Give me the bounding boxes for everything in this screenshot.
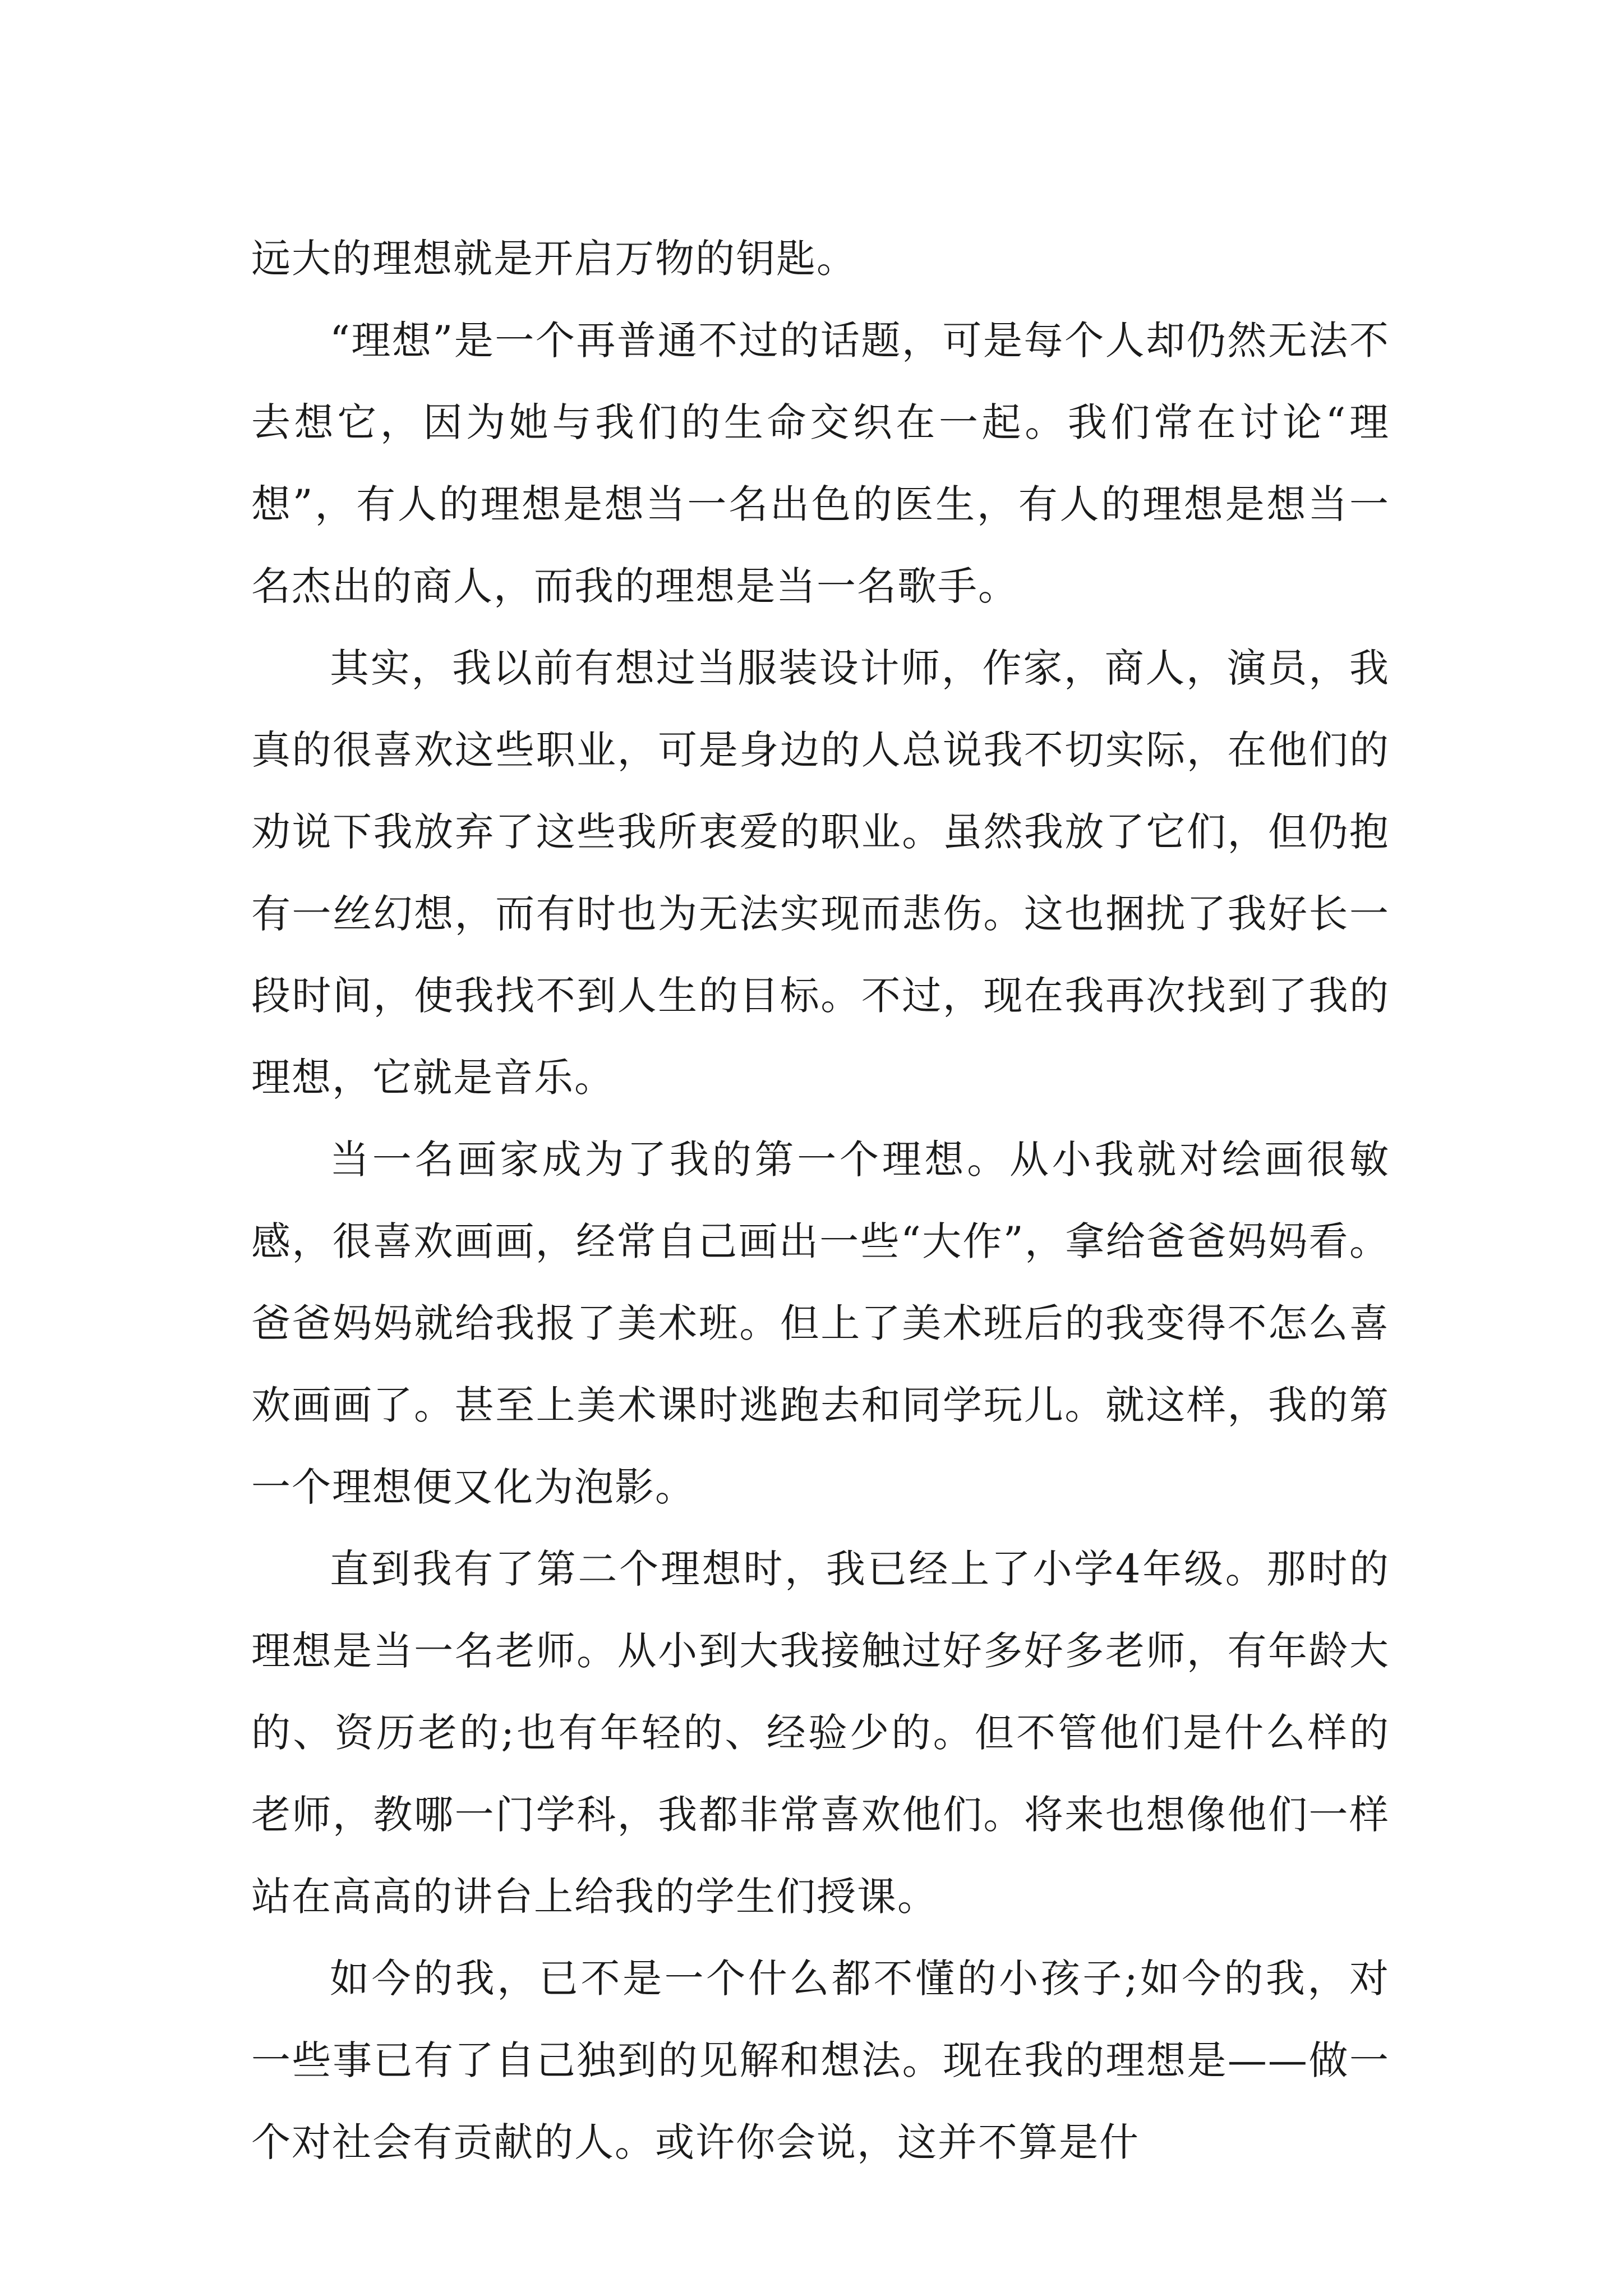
paragraph-3: 其实，我以前有想过当服装设计师，作家，商人，演员，我真的很喜欢这些职业，可是身边的人总说我不切实际，在他们的劝说下我放弃了这些我所衷爱的职业。虽然我放了它们，但仍抱有一丝幻想，而有时也为无法实现而悲伤。这也捆扰了我好长一段时间，使我找不到人生的目标。不过，现在我再次找到了我的理想，它就是音乐。: [251, 645, 1390, 1101]
paragraph-1: 远大的理想就是开启万物的钥匙。: [251, 236, 857, 282]
paragraph-6: 如今的我，已不是一个什么都不懂的小孩子;如今的我，对一些事已有了自己独到的见解和想法。现在我的理想是——做一个对社会有贡献的人。或许你会说，这并不算是什: [251, 1955, 1390, 2165]
paragraph-2: “理想”是一个再普通不过的话题，可是每个人却仍然无法不去想它，因为她与我们的生命交织在一起。我们常在讨论“理想”，有人的理想是想当一名出色的医生，有人的理想是想当一名杰出的商人，而我的理想是当一名歌手。: [251, 318, 1390, 609]
paragraph-4: 当一名画家成为了我的第一个理想。从小我就对绘画很敏感，很喜欢画画，经常自己画出一些“大作”，拿给爸爸妈妈看。爸爸妈妈就给我报了美术班。但上了美术班后的我变得不怎么喜欢画画了。甚至上美术课时逃跑去和同学玩儿。就这样，我的第一个理想便又化为泡影。: [251, 1137, 1390, 1510]
paragraph-5: 直到我有了第二个理想时，我已经上了小学4年级。那时的理想是当一名老师。从小到大我接触过好多好多老师，有年龄大的、资历老的;也有年轻的、经验少的。但不管他们是什么样的老师，教哪一门学科，我都非常喜欢他们。将来也想像他们一样站在高高的讲台上给我的学生们授课。: [251, 1546, 1390, 1920]
document-body: [251, 218, 1390, 2183]
